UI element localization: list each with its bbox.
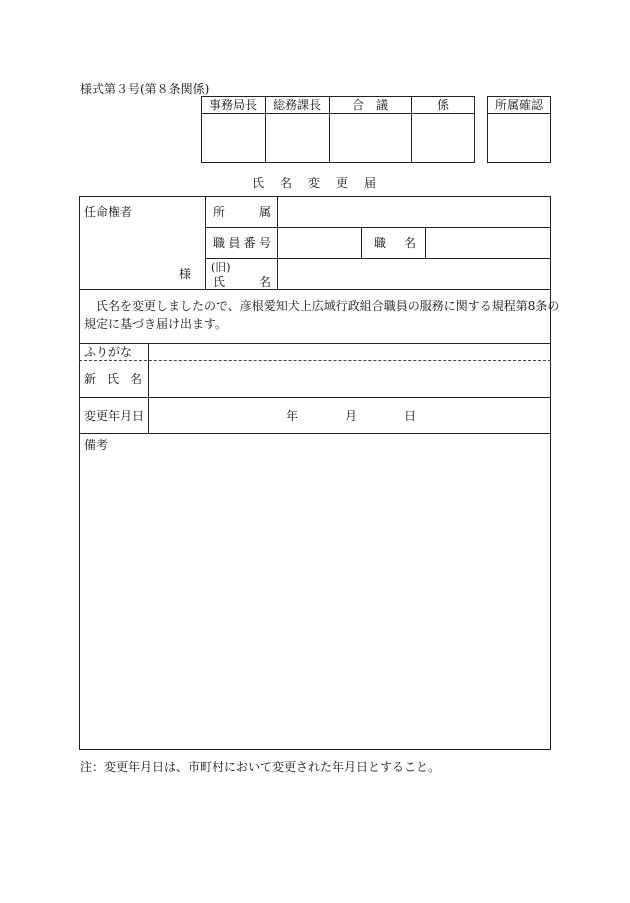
form-label: 様式第３号(第８条関係) [80, 82, 210, 96]
date-year-unit: 年 [286, 409, 299, 423]
affiliation-label-text: 所 属 [213, 205, 271, 219]
appointer-divider [205, 196, 206, 289]
change-date-bottom [79, 433, 551, 434]
approval-header-general-affairs: 総務課長 [272, 98, 321, 112]
approval-header-director: 事務局長 [208, 98, 257, 112]
new-name-label [84, 373, 142, 385]
new-name-label-text: 新氏名 [84, 372, 142, 386]
position-label-divider [425, 227, 426, 258]
affiliation-header-divider [487, 113, 551, 114]
label-divider [277, 196, 278, 289]
position-label-text: 職 名 [374, 236, 416, 250]
staff-number-value-divider [361, 227, 362, 258]
old-name-label-text: 氏 名 [213, 275, 271, 289]
furigana-label: ふりがな [84, 345, 133, 359]
statement-bottom [79, 343, 551, 344]
form-title: 氏 名 変 更 届 [251, 176, 378, 190]
row-divider-affiliation [205, 227, 551, 228]
affiliation-check-header: 所属確認 [494, 98, 543, 112]
footnote: 注：変更年月日は、市町村において変更された年月日とすること。 [80, 760, 441, 774]
staff-number-label [213, 237, 271, 249]
approval-header-divider [201, 113, 475, 114]
date-month-unit: 月 [345, 409, 358, 423]
appointer-label: 任命権者 [84, 205, 133, 219]
approval-header-staff: 係 [436, 98, 449, 112]
change-date-label: 変更年月日 [84, 409, 145, 423]
row-divider-staff [205, 258, 551, 259]
honorific-sama: 様 [179, 267, 192, 281]
old-name-prefix: (旧) [211, 261, 231, 274]
new-name-label-divider [148, 343, 149, 433]
furigana-dashed-line [79, 360, 551, 361]
remarks-label: 備考 [84, 438, 109, 452]
date-day-unit: 日 [404, 409, 417, 423]
approval-header-consultation: 合 議 [351, 98, 388, 112]
applicant-section-bottom [79, 289, 551, 290]
old-name-label [213, 276, 271, 288]
statement-line-1: 氏名を変更しましたので、彦根愛知犬上広域行政組合職員の服務に関する規程第8条の [96, 299, 560, 313]
main-form [79, 196, 551, 750]
staff-number-label-text: 職員番号 [213, 236, 271, 250]
statement-line-2: 規定に基づき届け出ます。 [84, 317, 228, 331]
new-name-bottom [79, 397, 551, 398]
position-label [374, 237, 416, 249]
affiliation-label [213, 206, 271, 218]
